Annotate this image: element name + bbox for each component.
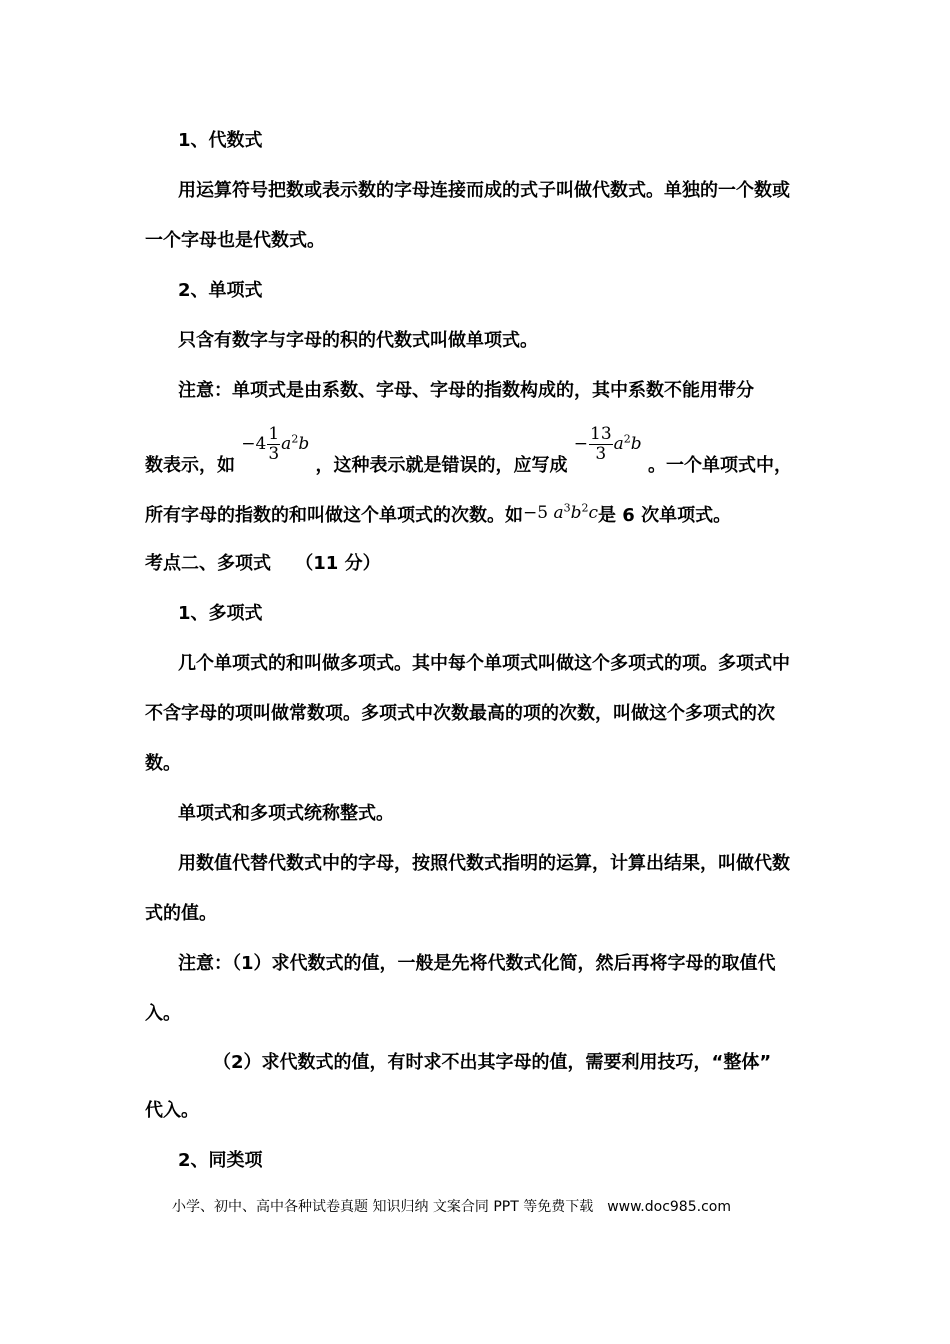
math-correct-improper-fraction: − $\frac{13}{3}$ $a^2b$ [573,424,642,464]
heading-polynomial: 1、多项式 [178,603,263,624]
math-wrong-mixed-number: −4 $\frac{1}{3}$ $a^2b$ [241,424,310,464]
page-footer: 小学、初中、高中各种试卷真题 知识归纳 文案合同 PPT 等免费下载 www.doc985.com [172,1199,731,1215]
note-evaluation-2-line1: （2）求代数式的值，有时求不出其字母的值，需要利用技巧，“整体” [213,1052,772,1073]
note-text-b: ，这种表示就是错误的，应写成 [315,455,568,476]
paragraph-monomial-definition: 只含有数字与字母的积的代数式叫做单项式。 [178,330,538,351]
note-text-a: 数表示，如 [145,455,235,476]
note-monomial-line1: 注意：单项式是由系数、字母、字母的指数构成的，其中系数不能用带分 [178,380,754,401]
note-text-c: 。一个单项式中， [647,455,792,476]
paragraph-integral-expression: 单项式和多项式统称整式。 [178,803,394,824]
note-monomial-line3 [145,491,805,541]
paragraph-polynomial-definition: 几个单项式的和叫做多项式。其中每个单项式叫做这个多项式的项。多项式中不含字母的项叫做常数项。多项式中次数最高的项的次数，叫做这个多项式的次数。 [145,653,790,774]
note-text-e: 是 6 次单项式。 [598,505,732,526]
paragraph-expression-value: 用数值代替代数式中的字母，按照代数式指明的运算，计算出结果，叫做代数式的值。 [145,853,790,924]
note-evaluation-2-line2: 代入。 [145,1100,199,1121]
note-text-d: 所有字母的指数的和叫做这个单项式的次数。如 [145,505,523,526]
heading-like-terms: 2、同类项 [178,1150,263,1171]
note-evaluation-1: 注意：（1）求代数式的值，一般是先将代数式化简，然后再将字母的取值代入。 [145,953,776,1024]
heading-key-point-two: 考点二、多项式 （11 分） [145,553,381,574]
heading-algebraic-expression: 1、代数式 [178,130,263,151]
paragraph-algebraic-expression-definition: 用运算符号把数或表示数的字母连接而成的式子叫做代数式。单独的一个数或一个字母也是代数式。 [145,180,790,251]
heading-monomial: 2、单项式 [178,280,263,301]
note-monomial-line2 [145,424,805,491]
math-degree-example: −5 $a^3b^2c$ [523,501,599,523]
